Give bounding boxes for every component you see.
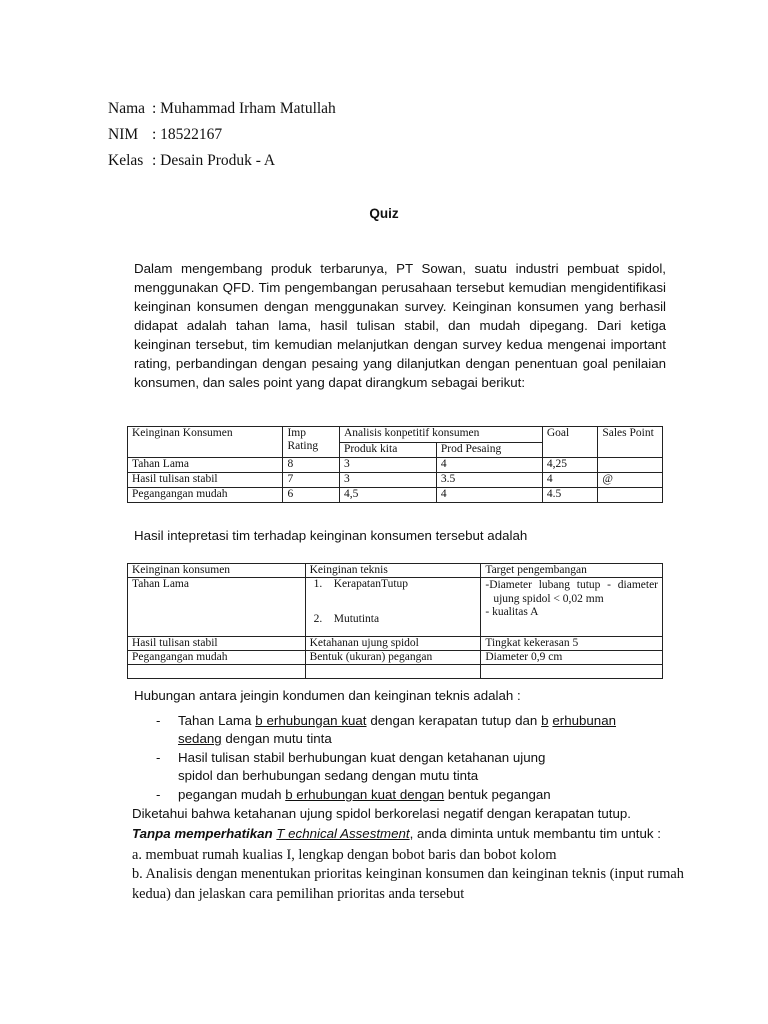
table-row xyxy=(128,651,663,665)
kelas-value: : Desain Produk - A xyxy=(152,152,276,169)
nama-label: Nama xyxy=(108,100,146,117)
cell-goal: 4 xyxy=(542,473,598,488)
kelas-row xyxy=(108,148,336,174)
cell-teknis xyxy=(305,578,481,637)
text-run: dengan kerapatan tutup dan xyxy=(366,713,542,728)
bullet-text xyxy=(178,712,616,748)
underlined-run: b xyxy=(541,713,549,728)
instruction-italic: Tanpa memperhatikan xyxy=(132,826,277,841)
cell-imp: 6 xyxy=(283,488,340,503)
cell-produk: 3 xyxy=(339,473,436,488)
bullet-dash: - xyxy=(156,750,161,765)
cell-keinginan: Pegangangan mudah xyxy=(128,488,283,503)
cell-target: Tingkat kekerasan 5 xyxy=(481,637,663,651)
kelas-label: Kelas xyxy=(108,152,144,169)
relation-list xyxy=(156,712,616,805)
th-target: Target pengembangan xyxy=(481,564,663,578)
student-info xyxy=(108,96,336,174)
nim-row xyxy=(108,122,336,148)
cell-pesaing: 4 xyxy=(436,488,542,503)
list-item xyxy=(156,786,616,804)
cell-imp: 7 xyxy=(283,473,340,488)
text-run: Tahan Lama xyxy=(178,713,256,728)
th-keinginan-konsumen: Keinginan konsumen xyxy=(128,564,306,578)
cell-keinginan: Hasil tulisan stabil xyxy=(128,473,283,488)
cell-sales: @ xyxy=(598,473,663,488)
cell-produk: 3 xyxy=(339,458,436,473)
bullet-text: Hasil tulisan stabil berhubungan kuat dengan ketahanan ujung spidol dan berhubungan sedang dengan mutu tinta xyxy=(178,750,546,783)
table-row xyxy=(128,637,663,651)
teknis-item-2: 2. Mututinta xyxy=(313,613,380,625)
bullet-text xyxy=(178,786,551,804)
cell-imp: 8 xyxy=(283,458,340,473)
cell-konsumen: Pegangangan mudah xyxy=(128,651,306,665)
task-a: a. membuat rumah kualias I, lengkap dengan bobot baris dan bobot kolom xyxy=(132,847,557,863)
nama-value: : Muhammad Irham Matullah xyxy=(152,100,336,117)
cell-empty xyxy=(128,665,306,679)
cell-target xyxy=(481,578,663,637)
th-produk-kita: Produk kita xyxy=(339,443,436,458)
task-b: b. Analisis dengan menentukan prioritas keinginan konsumen dan keinginan teknis (input rumah kedua) dan jelaskan cara pemilihan prioritas anda tersebut xyxy=(132,866,684,902)
cell-goal: 4.5 xyxy=(542,488,598,503)
list-item xyxy=(156,749,616,785)
table-row xyxy=(128,665,663,679)
cell-sales xyxy=(598,458,663,473)
table-row xyxy=(128,473,663,488)
list-item xyxy=(156,712,616,748)
cell-empty xyxy=(481,665,663,679)
cell-pesaing: 4 xyxy=(436,458,542,473)
nama-row xyxy=(108,96,336,122)
th-keinginan-konsumen: Keinginan Konsumen xyxy=(128,427,283,458)
nim-label: NIM xyxy=(108,126,139,143)
cell-goal: 4,25 xyxy=(542,458,598,473)
th-keinginan-teknis: Keinginan teknis xyxy=(305,564,481,578)
table-row xyxy=(128,578,663,637)
target-item-1: -Diameter lubang tutup - diameter ujung spidol < 0,02 mm xyxy=(485,579,658,605)
th-prod-pesaing: Prod Pesaing xyxy=(436,443,542,458)
text-run: dengan mutu tinta xyxy=(221,731,332,746)
cell-teknis: Bentuk (ukuran) pegangan xyxy=(305,651,481,665)
relation-heading: Hubungan antara jeingin kondumen dan keinginan teknis adalah : xyxy=(134,688,521,703)
instruction xyxy=(132,826,692,841)
page-title: Quiz xyxy=(369,206,399,221)
competitive-analysis-table xyxy=(127,426,663,503)
table-row xyxy=(128,458,663,473)
underlined-run: erhubunan sedang xyxy=(178,713,616,746)
cell-konsumen: Tahan Lama xyxy=(128,578,306,637)
th-goal: Goal xyxy=(542,427,598,458)
underlined-run: b erhubungan kuat xyxy=(255,713,367,728)
cell-konsumen: Hasil tulisan stabil xyxy=(128,637,306,651)
underlined-run: b erhubungan kuat dengan xyxy=(285,787,445,802)
th-imp-rating: Imp Rating xyxy=(283,427,340,458)
target-item-2: - kualitas A xyxy=(485,606,539,618)
text-run: pegangan mudah xyxy=(178,787,286,802)
instruction-rest: , anda diminta untuk membantu tim untuk : xyxy=(409,826,661,841)
bullet-dash: - xyxy=(156,713,161,728)
cell-target: Diameter 0,9 cm xyxy=(481,651,663,665)
cell-empty xyxy=(305,665,481,679)
text-run: bentuk pegangan xyxy=(444,787,551,802)
interpretation-heading: Hasil intepretasi tim terhadap keinginan konsumen tersebut adalah xyxy=(134,528,528,543)
table-row xyxy=(128,488,663,503)
cell-pesaing: 3.5 xyxy=(436,473,542,488)
cell-teknis: Ketahanan ujung spidol xyxy=(305,637,481,651)
known-statement: Diketahui bahwa ketahanan ujung spidol berkorelasi negatif dengan kerapatan tutup. xyxy=(132,806,631,821)
nim-value: : 18522167 xyxy=(152,126,223,143)
th-analisis-kompetitif: Analisis konpetitif konsumen xyxy=(339,427,542,443)
technical-requirements-table xyxy=(127,563,663,679)
cell-keinginan: Tahan Lama xyxy=(128,458,283,473)
teknis-item-1: 1. KerapatanTutup xyxy=(313,578,409,590)
cell-produk: 4,5 xyxy=(339,488,436,503)
th-sales-point: Sales Point xyxy=(598,427,663,458)
bullet-dash: - xyxy=(156,787,161,802)
instruction-underlined: T echnical Assestment xyxy=(276,826,410,841)
intro-paragraph: Dalam mengembang produk terbarunya, PT Sowan, suatu industri pembuat spidol, menggunakan QFD. Tim pengembangan perusahaan tersebut kemudian mengidentifikasi keinginan konsumen dengan menggunakan survey. Keinginan konsumen yang berhasil didapat adalah tahan lama, hasil tulisan stabil, dan mudah dipegang. Dari ketiga keinginan tersebut, tim kemudian melanjutkan dengan survey kedua mengenai important rating, perbandingan dengan pesaing yang dilanjutkan dengan penentuan goal penilaian konsumen, dan sales point yang dapat dirangkum sebagai berikut: xyxy=(134,261,666,390)
cell-sales xyxy=(598,488,663,503)
